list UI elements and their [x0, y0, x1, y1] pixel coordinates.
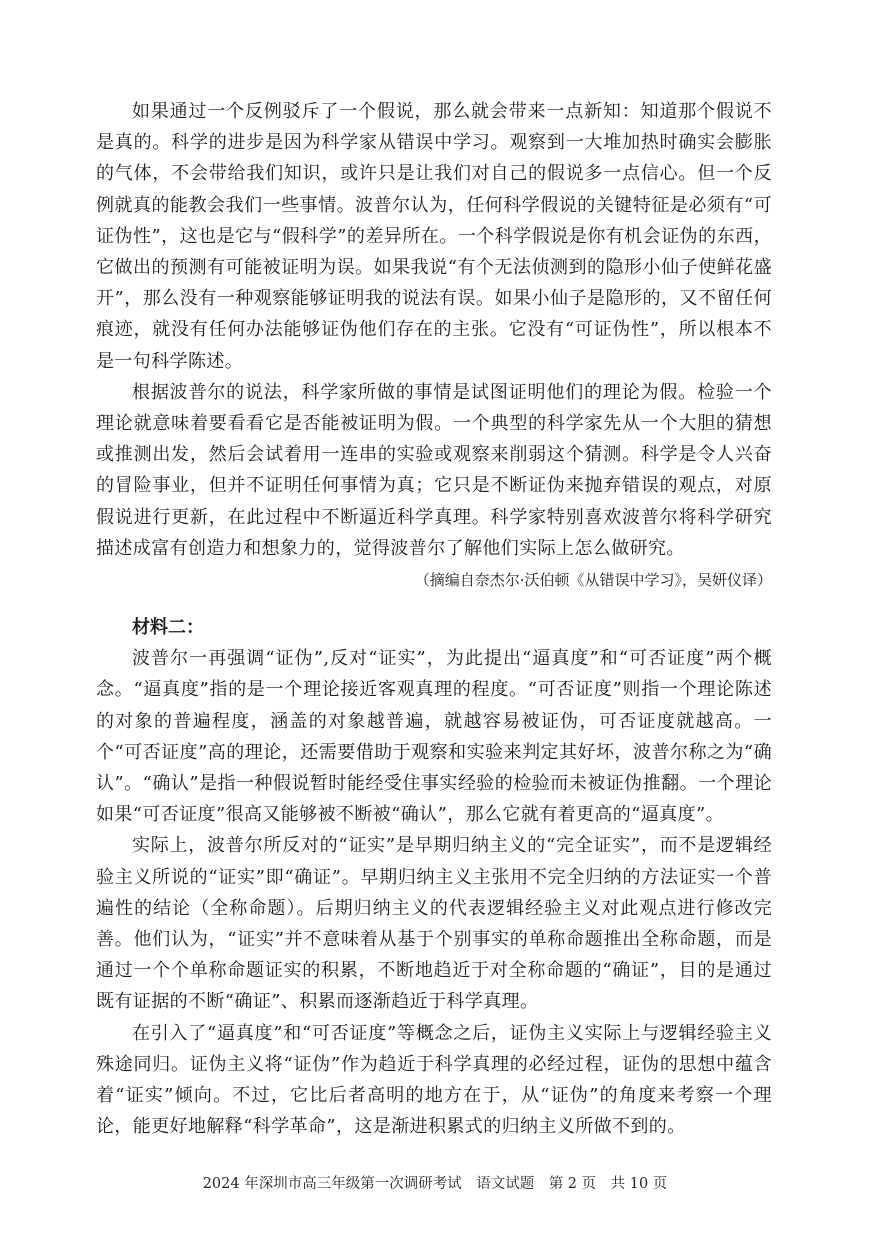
- paragraph: 实际上，波普尔所反对的“证实”是早期归纳主义的“完全证实”，而不是逻辑经验主义所说的“证实”即“确证”。早期归纳主义主张用不完全归纳的方法证实一个普遍性的结论（全称命题）。后期归纳主义的代表逻辑经验主义对此观点进行修改完善。他们认为，“证实”并不意味着从基于个别事实的单称命题推出全称命题，而是通过一个个单称命题证实的积累，不断地趋近于对全称命题的“确证”，目的是通过既有证据的不断“确证”、积累而逐渐趋近于科学真理。: [96, 835, 772, 1013]
- paragraph: 根据波普尔的说法，科学家所做的事情是试图证明他们的理论为假。检验一个理论就意味着要看看它是否能被证明为假。一个典型的科学家先从一个大胆的猜想或推测出发，然后会试着用一连串的实验或观察来削弱这个猜测。科学是令人兴奋的冒险事业，但并不证明任何事情为真；它只是不断证伪来抛弃错误的观点，对原假说进行更新，在此过程中不断逼近科学真理。科学家特别喜欢波普尔将科学研究描述成富有创造力和想象力的，觉得波普尔了解他们实际上怎么做研究。: [96, 381, 772, 559]
- page-body: [96, 96, 772, 1143]
- page-footer: 2024 年深圳市高三年级第一次调研考试 语文试题 第 2 页 共 10 页: [202, 1176, 668, 1192]
- section-title: 材料二：: [132, 617, 204, 639]
- paragraph: 在引入了“逼真度”和“可否证度”等概念之后，证伪主义实际上与逻辑经验主义殊途同归。证伪主义将“证伪”作为趋近于科学真理的必经过程，证伪的思想中蕴含着“证实”倾向。不过，它比后者高明的地方在于，从“证伪”的角度来考察一个理论，能更好地解释“科学革命”，这是渐进积累式的归纳主义所做不到的。: [96, 1022, 772, 1138]
- paragraph: 波普尔一再强调“证伪”,反对“证实”，为此提出“逼真度”和“可否证度”两个概念。“逼真度”指的是一个理论接近客观真理的程度。“可否证度”则指一个理论陈述的对象的普遍程度，涵盖的对象越普遍，就越容易被证伪，可否证度就越高。一个“可否证度”高的理论，还需要借助于观察和实验来判定其好坏，波普尔称之为“确认”。“确认”是指一种假说暂时能经受住事实经验的检验而未被证伪推翻。一个理论如果“可否证度”很高又能够被不断被“确认”，那么它就有着更高的“逼真度”。: [96, 648, 772, 826]
- paragraph: 如果通过一个反例驳斥了一个假说，那么就会带来一点新知：知道那个假说不是真的。科学的进步是因为科学家从错误中学习。观察到一大堆加热时确实会膨胀的气体，不会带给我们知识，或许只是让我们对自己的假说多一点信心。但一个反例就真的能教会我们一些事情。波普尔认为，任何科学假说的关键特征是必须有“可证伪性”，这也是它与“假科学”的差异所在。一个科学假说是你有机会证伪的东西，它做出的预测有可能被证明为误。如果我说“有个无法侦测到的隐形小仙子使鲜花盛开”，那么没有一种观察能够证明我的说法有误。如果小仙子是隐形的，又不留任何痕迹，就没有任何办法能够证伪他们存在的主张。它没有“可证伪性”，所以根本不是一句科学陈述。: [96, 101, 772, 372]
- citation-source: （摘编自奈杰尔·沃伯顿《从错误中学习》，吴妍仪译）: [414, 571, 772, 590]
